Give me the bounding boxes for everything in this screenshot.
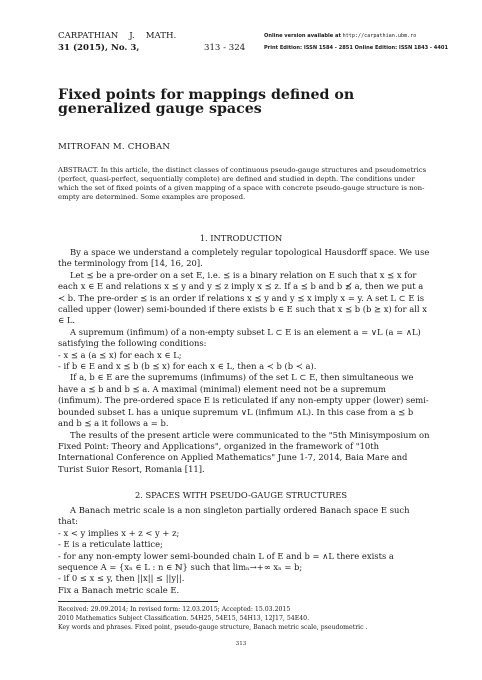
list-item: - if b ∈ E and x ⪯ b (b ⪯ x) for each x ∈ L, then a ≺ b (b ≺ a). [58, 361, 317, 372]
abstract: ABSTRACT. In this article, the distinct classes of continuous pseudo-gauge structures and pseudometrics (perfect, quasi-perfect, sequentially complete) are defined and studied in depth. The conditions under which the set of fixed points of a given mapping of a space with concrete pseudo-gauge structure is non-empty are determined. Some examples are proposed. [58, 166, 427, 201]
paper-title: Fixed points for mappings defined on generalized gauge spaces [58, 87, 355, 117]
journal-url[interactable]: http://carpathian.ubm.ro [342, 33, 417, 39]
footnote-divider [58, 601, 218, 602]
paragraph: By a space we understand a completely regular topological Hausdorff space. We use the terminology from [14, 16, 20]. [58, 247, 430, 269]
list-item: - x < y implies x + z < y + z; [58, 527, 180, 538]
footnotes [58, 605, 430, 632]
paragraph: A supremum (infimum) of a non-empty subset L ⊂ E is an element a = ∨L (a = ∧L) satisfying the following conditions: [58, 326, 421, 349]
msc-classification: 2010 Mathematics Subject Classification. 54H25, 54E15, 54H13, 12J17, 54E40. [58, 615, 310, 622]
section-heading-pseudo-gauge: 2. SPACES WITH PSEUDO-GAUGE STRUCTURES [134, 490, 348, 500]
page-range: 313 - 324 [204, 42, 246, 53]
volume-issue: 31 (2015), No. 3, [58, 42, 140, 53]
section-pseudo-gauge-body [58, 505, 430, 596]
list-item: - x ⪯ a (a ⪯ x) for each x ∈ L; [58, 349, 182, 360]
keywords: Key words and phrases. Fixed point, pseudo-gauge structure, Banach metric scale, pseudometric . [58, 624, 368, 631]
issn-line: Print Edition: ISSN 1584 - 2851 Online Edition: ISSN 1843 - 4401 [264, 44, 448, 51]
list-item: - E is a reticulate lattice; [58, 539, 163, 550]
paragraph: The results of the present article were communicated to the "5th Minisymposium on Fixed Point: Theory and Applications", organized in the framework of "10th International Conference on Applied Mathematics" June 1-7, 2014, Baia Mare and Turist Suior Resort, Romania [11]. [58, 429, 430, 474]
list-item: - if 0 ≤ x ≤ y, then ||x|| ≤ ||y||. [58, 573, 185, 584]
page-number: 313 [235, 641, 247, 647]
paragraph: Fix a Banach metric scale E. [58, 584, 180, 595]
journal-name: CARPATHIAN J. MATH. [58, 31, 177, 41]
section-heading-introduction: 1. INTRODUCTION [199, 233, 283, 243]
paragraph: If a, b ∈ E are the supremums (infimums) of the set L ⊂ E, then simultaneous we have a ⪯ b and b ⪯ a. A maximal (minimal) element need not be a supremum (infimum). The pre-ordered space E is reticulated if any non-empty upper (lower) semi-bounded subset L has a unique supremum ∨L (infimum ∧L). In this case from a ⪯ b and b ⪯ a it follows a = b. [58, 372, 429, 429]
section-introduction-body [58, 247, 430, 475]
list-item: - for any non-empty lower semi-bounded chain L of E and b = ∧L there exists a sequence A = {xₙ ∈ L : n ∈ ℕ} such that limₙ→+∞ xₙ = b; [58, 550, 394, 573]
online-version: Online version available at http://carpathian.ubm.ro [264, 33, 417, 39]
paragraph: A Banach metric scale is a non singleton partially ordered Banach space E such that: [58, 505, 410, 527]
author-name: MITROFAN M. CHOBAN [58, 142, 171, 152]
received-dates: Received: 29.09.2014; In revised form: 12.03.2015; Accepted: 15.03.2015 [58, 606, 291, 613]
paragraph: Let ⪯ be a pre-order on a set E, i.e. ⪯ is a binary relation on E such that x ⪯ x for each x ∈ E and relations x ⪯ y and y ⪯ z imply x ⪯ z. If a ⪯ b and b ⪯̸ a, then we put a ≺ b. The pre-order ⪯ is an order if relations x ⪯ y and y ⪯ x imply x = y. A set L ⊂ E is called upper (lower) semi-bounded if there exists b ∈ E such that x ⪯ b (b ⪰ x) for all x ∈ L. [58, 269, 427, 326]
